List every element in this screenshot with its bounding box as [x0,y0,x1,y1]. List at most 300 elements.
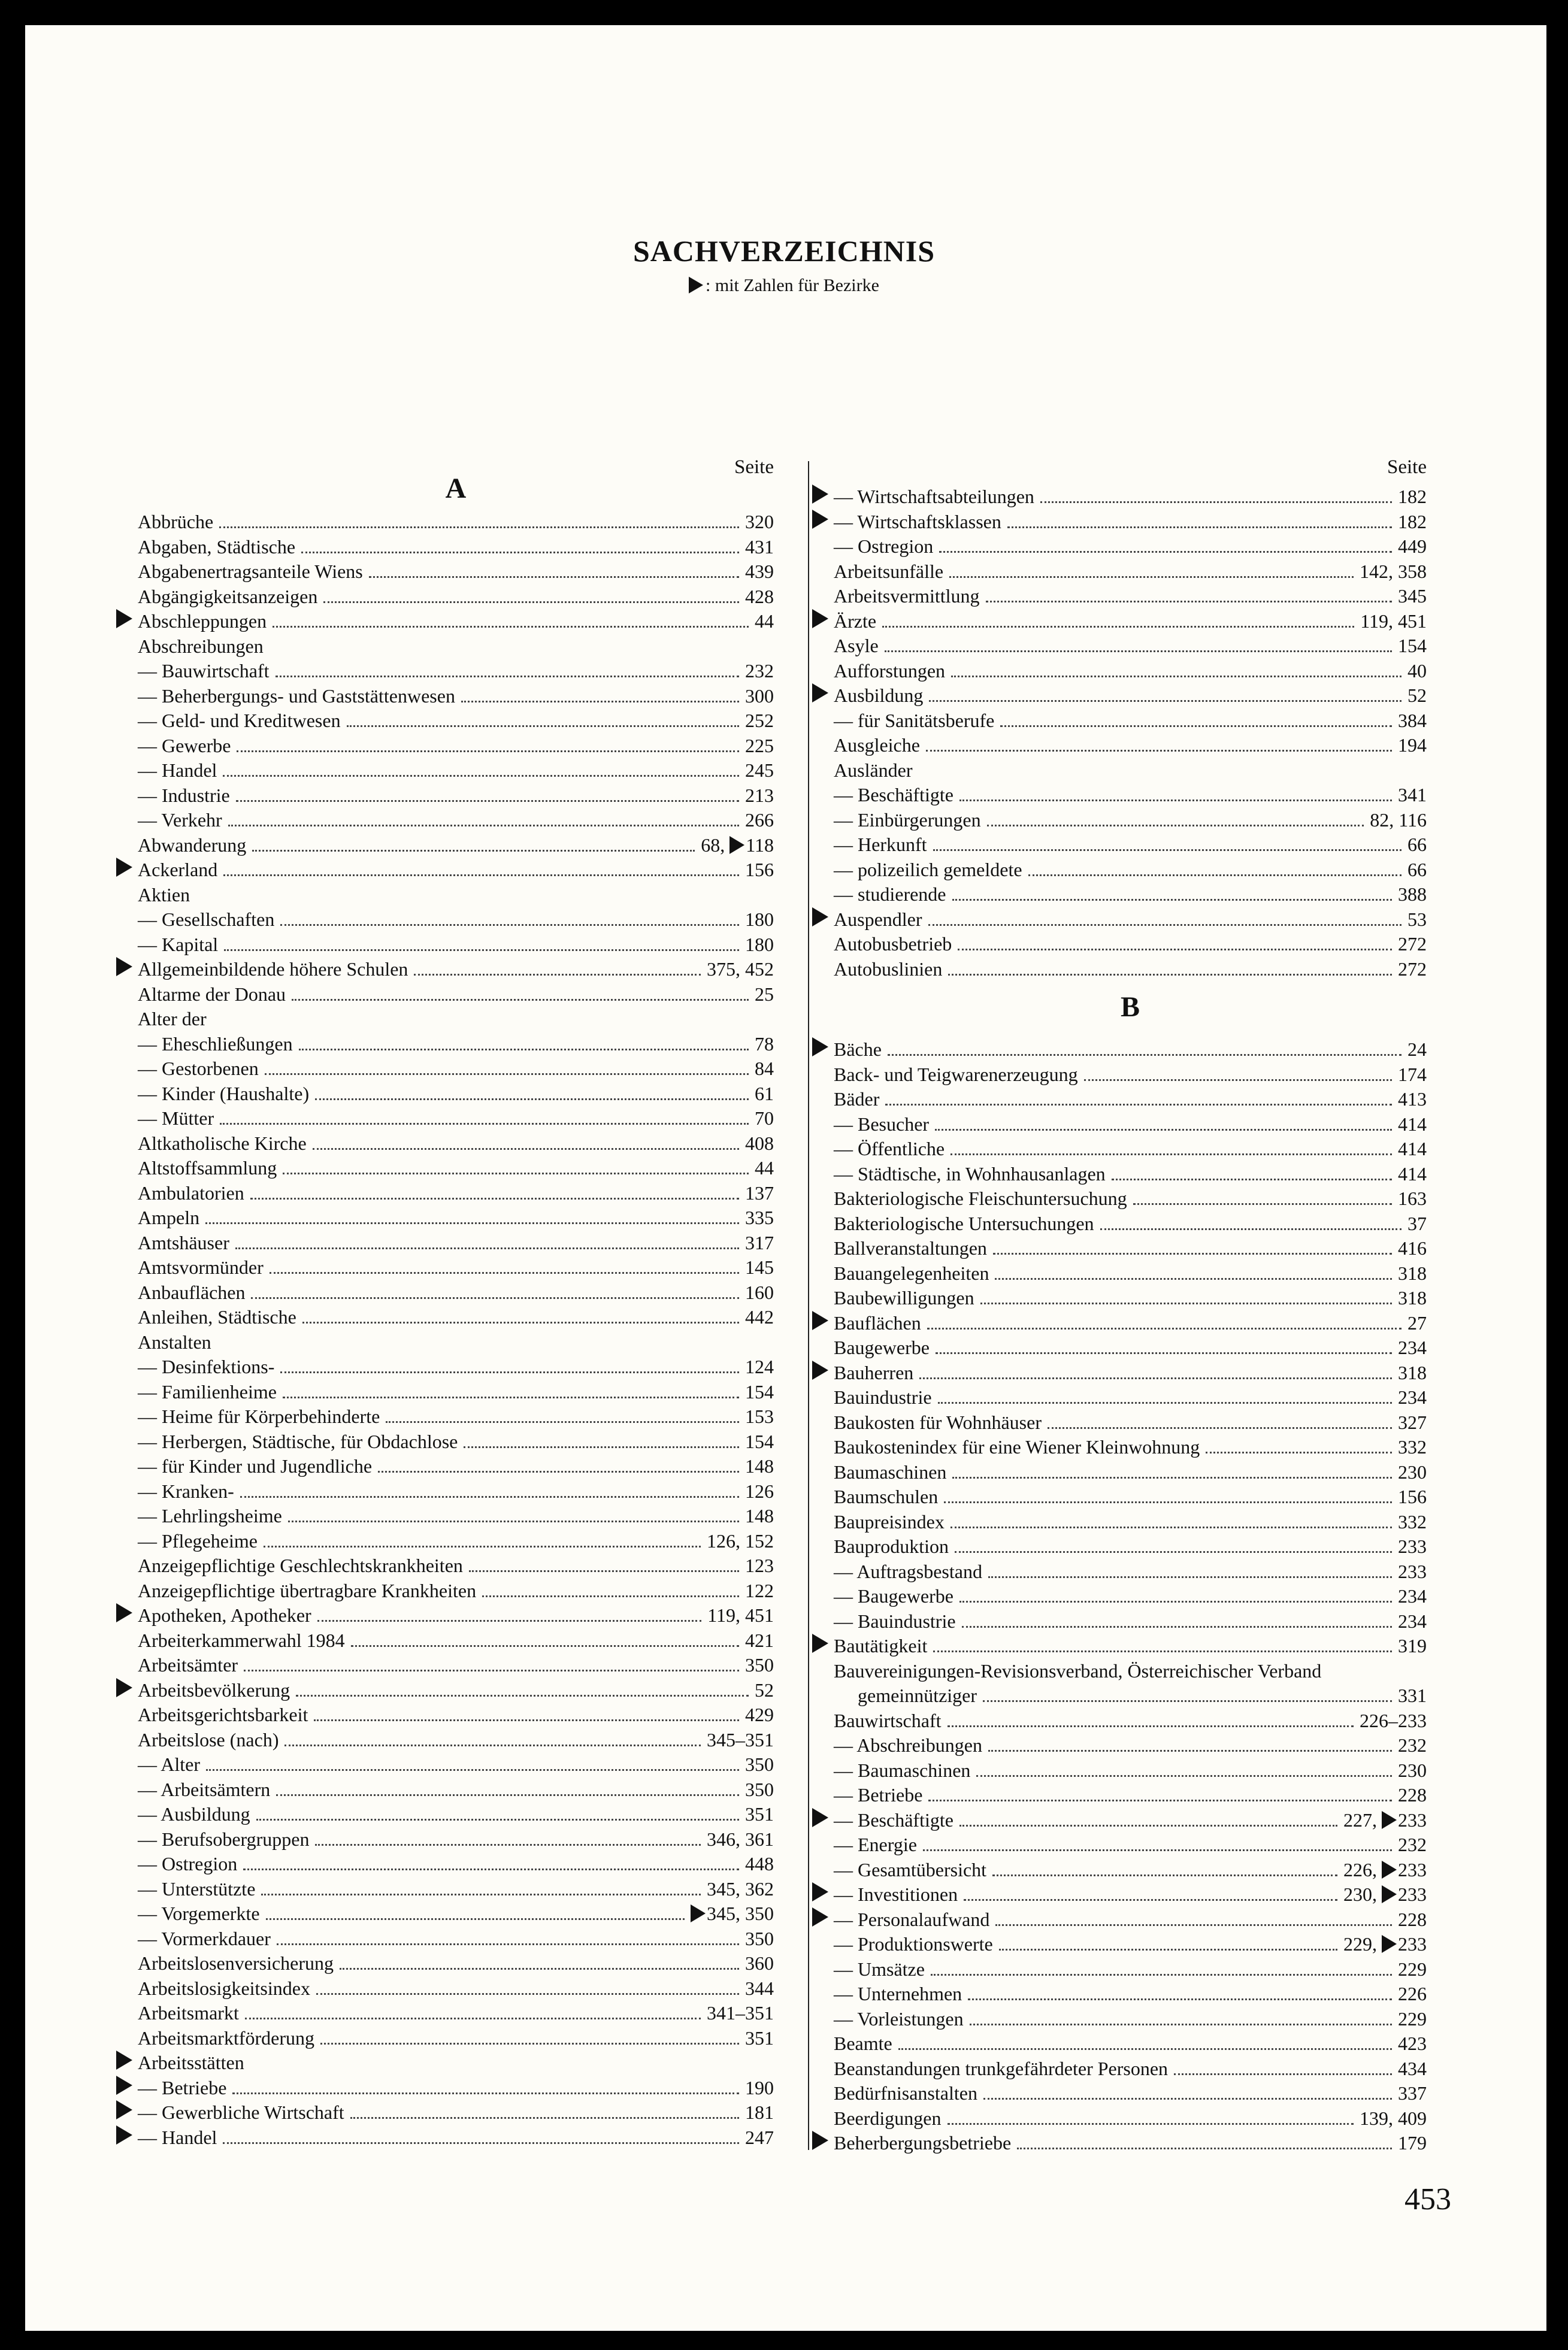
index-entry[interactable] [834,2057,1427,2081]
index-entry[interactable] [834,1783,1427,1807]
index-entry[interactable] [834,1609,1427,1634]
leader-dots [283,1397,739,1398]
leader-dots [315,1844,701,1846]
index-entry[interactable] [138,1852,774,1876]
entry-label: — Lehrlingsheime [138,1505,282,1527]
entry-label: Bauherren [834,1361,914,1383]
index-entry[interactable] [138,1206,774,1230]
entry-label: — Alter [138,1754,200,1775]
index-entry[interactable] [834,1162,1427,1186]
index-entry[interactable] [834,484,1427,509]
entry-page: 137 [741,1183,774,1203]
index-entry[interactable] [834,1733,1427,1758]
index-entry[interactable] [834,659,1427,683]
entry-label: Asyle [834,635,879,656]
index-entry[interactable] [138,1330,774,1355]
entry-page: 230 [1394,1462,1427,1482]
index-entry[interactable] [138,1877,774,1901]
index-entry[interactable] [138,1628,774,1653]
index-entry[interactable] [138,1255,774,1280]
entry-label: — studierende [834,883,946,905]
entry-page: 449 [1394,536,1427,556]
leader-dots [992,1874,1337,1876]
entry-label: Bäche [834,1038,882,1060]
index-entry[interactable] [834,2081,1427,2106]
leader-dots [228,825,739,826]
index-entry[interactable] [138,1653,774,1677]
leader-dots [931,1974,1392,1976]
index-entry[interactable] [834,1808,1427,1833]
entry-page: 351 [741,1804,774,1824]
leader-dots [1100,1228,1401,1230]
leader-dots [266,1918,685,1920]
entry-page: 319 [1394,1636,1427,1656]
entry-label: Arbeitsämter [138,1654,238,1676]
index-entry[interactable] [834,534,1427,559]
entry-page: 27 [1404,1313,1427,1333]
entry-label: — Wirtschaftsabteilungen [834,486,1034,507]
index-entry[interactable] [834,1957,1427,1982]
index-entry[interactable] [138,2051,774,2075]
index-entry[interactable] [834,1137,1427,1161]
entry-page: 148 [741,1506,774,1526]
leader-dots [273,626,749,628]
entry-label: — Beherbergungs- und Gaststättenwesen [138,685,455,707]
index-entry[interactable] [138,1131,774,1156]
entry-page: 181 [741,2102,774,2122]
leader-dots [923,1849,1392,1851]
leader-dots [350,2117,739,2119]
marker-triangle-icon [812,1882,828,1901]
index-entry[interactable] [138,559,774,584]
leader-dots [461,701,739,702]
index-entry[interactable] [138,858,774,882]
index-entry[interactable] [834,2131,1427,2155]
leader-dots [933,849,1401,851]
index-entry[interactable] [138,1181,774,1206]
entry-label: Bauwirtschaft [834,1709,942,1731]
entry-page: 431 [741,537,774,557]
marker-triangle-icon [116,2125,132,2145]
entry-page: 40 [1404,661,1427,681]
leader-dots [898,2048,1392,2050]
leader-dots [962,1626,1392,1628]
entry-label: Arbeitsunfälle [834,560,944,582]
entry-page: 375, 452 [703,959,774,979]
entry-label: Auspendler [834,908,922,930]
leader-dots [988,1750,1392,1752]
leader-dots [280,1371,739,1373]
entry-label: — Bauwirtschaft [138,660,270,682]
index-entry[interactable] [138,1976,774,2001]
index-entry[interactable] [138,1603,774,1628]
index-entry[interactable] [834,584,1427,608]
entry-label: — Unterstützte [138,1877,256,1900]
index-entry[interactable] [138,535,774,559]
index-entry[interactable] [834,733,1427,758]
leader-dots [219,526,739,528]
index-entry[interactable] [834,1559,1427,1584]
leader-dots [469,1570,739,1572]
index-entry[interactable] [138,1106,774,1131]
leader-dots [928,924,1401,926]
index-entry[interactable] [834,1709,1427,1733]
entry-label: Ampeln [138,1207,200,1228]
index-entry[interactable] [834,1435,1427,1459]
entry-label: Abgängigkeitsanzeigen [138,585,318,607]
index-entry[interactable] [138,1355,774,1379]
index-entry[interactable] [834,683,1427,708]
index-entry[interactable] [138,585,774,609]
leader-dots [988,1576,1392,1578]
marker-triangle-icon [812,1361,828,1380]
leader-dots [999,1949,1337,1951]
index-entry[interactable] [834,1385,1427,1410]
index-entry[interactable] [834,1335,1427,1360]
entry-label: Bauangelegenheiten [834,1262,989,1284]
entry-page-number: 227, [1343,1809,1377,1831]
entry-page: 350 [741,1928,774,1949]
leader-dots [220,1123,749,1125]
entry-page: 232 [1394,1735,1427,1755]
leader-dots [323,601,739,603]
index-entry[interactable] [834,1087,1427,1112]
index-entry[interactable] [834,932,1427,956]
index-entry[interactable] [138,833,774,858]
marker-triangle-icon [116,2100,132,2119]
leader-dots [976,1775,1392,1777]
index-entry[interactable] [138,1231,774,1255]
index-entry[interactable] [138,1901,774,1926]
index-entry[interactable] [138,1752,774,1777]
entry-page: 360 [741,1953,774,1973]
entry-page: 317 [741,1232,774,1253]
entry-page: 266 [741,810,774,830]
index-entry[interactable] [138,1579,774,1603]
index-entry[interactable] [834,510,1427,534]
entry-label: — Abschreibungen [834,1734,982,1756]
entry-label: — Vormerkdauer [138,1927,271,1949]
index-entry[interactable] [834,1361,1427,1385]
index-entry[interactable] [834,1212,1427,1236]
index-entry[interactable] [138,1454,774,1479]
entry-page: 318 [1394,1288,1427,1308]
entry-page: 230 [1394,1760,1427,1780]
leader-dots [482,1595,739,1597]
marker-triangle-icon [812,683,828,702]
index-entry[interactable] [834,758,1427,783]
index-entry[interactable] [834,1236,1427,1261]
marker-triangle-icon [812,510,828,529]
index-entry[interactable] [138,1678,774,1703]
entry-label: — Desinfektions- [138,1356,275,1377]
index-entry[interactable] [138,2100,774,2125]
index-entry[interactable] [138,1007,774,1031]
entry-label: Aufforstungen [834,659,946,682]
leader-dots [340,1968,739,1970]
index-entry[interactable] [834,808,1427,832]
index-entry[interactable] [138,2001,774,2025]
entry-page: 228 [1394,1785,1427,1805]
index-entry[interactable] [138,1951,774,1976]
leader-dots [959,800,1392,801]
entry-label: Baukosten für Wohnhäuser [834,1411,1042,1433]
entry-page: 78 [751,1034,774,1054]
index-entry[interactable] [834,832,1427,857]
entry-page-marked: 233 [1398,1858,1427,1880]
entry-page: 344 [741,1978,774,1998]
entry-label: — Ostregion [138,1853,238,1874]
index-entry[interactable] [834,1907,1427,1932]
leader-dots [296,1695,749,1697]
leader-dots [1206,1452,1392,1453]
index-entry[interactable] [138,1280,774,1305]
index-entry[interactable] [834,634,1427,658]
index-entry[interactable] [138,1056,774,1081]
index-entry[interactable] [834,783,1427,807]
entry-page: 119, 451 [1357,611,1427,631]
leader-dots [951,1527,1392,1528]
index-entry[interactable] [834,907,1427,932]
leader-dots [284,1745,701,1746]
marker-triangle-icon [812,1808,828,1827]
entry-label: Back- und Teigwarenerzeugung [834,1063,1078,1085]
index-entry[interactable] [834,1534,1427,1559]
index-entry[interactable] [138,1802,774,1827]
entry-page: 442 [741,1307,774,1327]
leader-dots [223,874,739,876]
entry-label: — Kinder (Haushalte) [138,1082,310,1104]
entry-page: 345 [1394,586,1427,606]
entry-page: 448 [741,1854,774,1874]
index-entry[interactable] [834,1758,1427,1783]
index-entry[interactable] [834,1186,1427,1211]
leader-dots [206,1769,739,1771]
index-entry[interactable] [834,609,1427,634]
leader-dots [948,974,1392,976]
index-entry[interactable] [138,1777,774,1802]
index-entry[interactable] [138,1082,774,1106]
index-entry[interactable] [834,1882,1427,1907]
index-entry[interactable] [138,1927,774,1951]
entry-page: 252 [741,710,774,731]
leader-dots [938,1402,1392,1404]
entry-label: Bedürfnisanstalten [834,2082,977,2104]
index-entry[interactable] [138,1703,774,1727]
leader-dots [313,1148,739,1150]
index-entry[interactable] [834,1982,1427,2006]
index-entry[interactable] [834,882,1427,907]
entry-label: — Unternehmen [834,1983,962,2004]
entry-page: 337 [1394,2083,1427,2103]
index-entry[interactable] [834,708,1427,733]
index-entry[interactable] [138,1529,774,1553]
index-entry[interactable] [834,559,1427,584]
page-title: SACHVERZEICHNIS [632,234,935,268]
entry-page: 345–351 [703,1730,774,1750]
entry-label: Ausgleiche [834,734,920,756]
entry-page: 234 [1394,1586,1427,1606]
seite-label: Seite [1387,456,1427,478]
index-entry[interactable] [138,609,774,634]
leader-dots [952,1477,1392,1479]
entry-label: — Vorleistungen [834,2007,964,2030]
entry-label: Arbeitslosenversicherung [138,1952,334,1974]
entry-label: Baubewilligungen [834,1287,974,1309]
entry-page: 331 [1394,1685,1427,1706]
entry-page: 428 [741,586,774,607]
entry-page-number: 229, [1343,1933,1377,1955]
section-letter: B [1120,991,1140,1023]
index-entry[interactable] [138,2125,774,2150]
index-entry[interactable] [138,2026,774,2051]
leader-dots [351,1645,739,1647]
index-entry[interactable] [834,1410,1427,1435]
entry-label: — Familienheime [138,1380,277,1403]
entry-page-marked: 345, [707,1903,740,1924]
entry-page: 272 [1394,959,1427,979]
leader-dots [882,626,1354,628]
index-entry[interactable] [138,907,774,932]
leader-dots [986,601,1392,602]
entry-label: Arbeiterkammerwahl 1984 [138,1629,345,1651]
index-entry[interactable] [834,1510,1427,1534]
index-entry[interactable] [138,2076,774,2100]
leader-dots [317,1620,701,1622]
index-entry[interactable] [834,858,1427,882]
index-entry[interactable] [834,1311,1427,1335]
index-entry[interactable] [138,783,774,808]
leader-dots [959,1825,1337,1827]
entry-page: 434 [1394,2058,1427,2079]
leader-dots [980,1303,1392,1304]
index-entry[interactable] [138,1504,774,1528]
leader-dots [939,551,1392,553]
index-entry[interactable] [138,510,774,534]
entry-label: — Eheschließungen [138,1032,293,1055]
index-entry[interactable] [138,982,774,1007]
entry-page: 154 [741,1431,774,1452]
index-entry[interactable] [834,1584,1427,1609]
entry-page: 122 [741,1580,774,1601]
marker-triangle-icon [812,1311,828,1330]
index-entry[interactable] [834,1485,1427,1509]
index-entry[interactable] [138,1305,774,1330]
entry-label: — Öffentliche [834,1138,945,1159]
index-entry[interactable] [138,1430,774,1454]
entry-page: 232 [1394,1834,1427,1855]
index-entry[interactable] [834,1037,1427,1062]
index-entry[interactable] [138,808,774,832]
index-entry[interactable] [138,758,774,783]
index-entry[interactable] [138,883,774,907]
index-entry[interactable] [138,1032,774,1056]
index-entry[interactable] [834,1634,1427,1658]
leader-dots [250,1198,739,1200]
index-entry[interactable] [834,2007,1427,2031]
entry-label: gemeinnütziger [858,1685,977,1706]
entry-label: — Besucher [834,1113,930,1135]
index-entry[interactable] [138,708,774,733]
index-entry[interactable] [138,1479,774,1504]
leader-dots [933,1651,1392,1652]
entry-page: 44 [751,611,774,631]
entry-page: 233 [1394,1561,1427,1582]
leader-dots [347,725,739,727]
index-entry[interactable] [138,684,774,708]
entry-page: 414 [1394,1164,1427,1184]
entry-page [687,1903,774,1924]
leader-dots [993,1253,1392,1255]
index-entry[interactable] [138,734,774,758]
entry-label: — Betriebe [138,2076,227,2098]
entry-page: 123 [741,1555,774,1576]
leader-dots [236,800,739,802]
entry-page: 126, 152 [703,1531,774,1551]
index-entry[interactable] [138,659,774,683]
index-entry[interactable] [138,1380,774,1404]
index-entry[interactable] [834,1683,1427,1708]
entry-page: 148 [741,1456,774,1476]
index-entry[interactable] [834,1932,1427,1957]
leader-dots [301,552,739,553]
index-entry[interactable] [834,957,1427,982]
index-entry[interactable] [834,1261,1427,1286]
index-entry[interactable] [834,1112,1427,1137]
marker-triangle-icon [1382,1811,1397,1829]
leader-dots [995,1924,1392,1926]
leader-dots [243,1869,739,1870]
entry-page: 414 [1394,1138,1427,1159]
entry-label: Baukostenindex für eine Wiener Kleinwohnung [834,1436,1200,1458]
index-entry[interactable] [834,2106,1427,2131]
index-entry[interactable] [834,1286,1427,1310]
entry-page: 318 [1394,1263,1427,1283]
entry-page: 66 [1404,859,1427,880]
index-entry[interactable] [138,1827,774,1852]
index-entry[interactable] [138,932,774,957]
index-entry[interactable] [138,1553,774,1578]
marker-triangle-icon [812,2131,828,2150]
entry-label: Arbeitsmarkt [138,2002,239,2024]
marker-triangle-icon [116,2076,132,2095]
entry-page: 234 [1394,1387,1427,1407]
entry-label: Abschreibungen [138,635,264,657]
entry-label: Abwanderung [138,834,247,856]
marker-triangle-icon [1382,1861,1397,1879]
index-entry[interactable] [834,1460,1427,1485]
index-entry[interactable] [834,1659,1427,1683]
index-entry[interactable] [834,2031,1427,2056]
leader-dots [919,1377,1392,1379]
entry-label: Bäder [834,1088,880,1110]
index-entry[interactable] [138,1404,774,1429]
index-entry[interactable] [138,634,774,659]
index-entry[interactable] [138,1156,774,1180]
index-entry[interactable] [138,957,774,982]
index-entry[interactable] [834,1062,1427,1087]
index-entry[interactable] [834,1833,1427,1857]
entry-label: Abschleppungen [138,610,267,632]
entry-label: Baumschulen [834,1486,939,1507]
marker-triangle-icon [116,609,132,628]
index-entry[interactable] [834,1858,1427,1882]
index-entry[interactable] [138,1728,774,1752]
entry-label: — Energie [834,1834,917,1855]
entry-label: Bauindustrie [834,1386,932,1408]
marker-triangle-icon [812,609,828,628]
legend-text: : mit Zahlen für Bezirke [706,275,879,295]
